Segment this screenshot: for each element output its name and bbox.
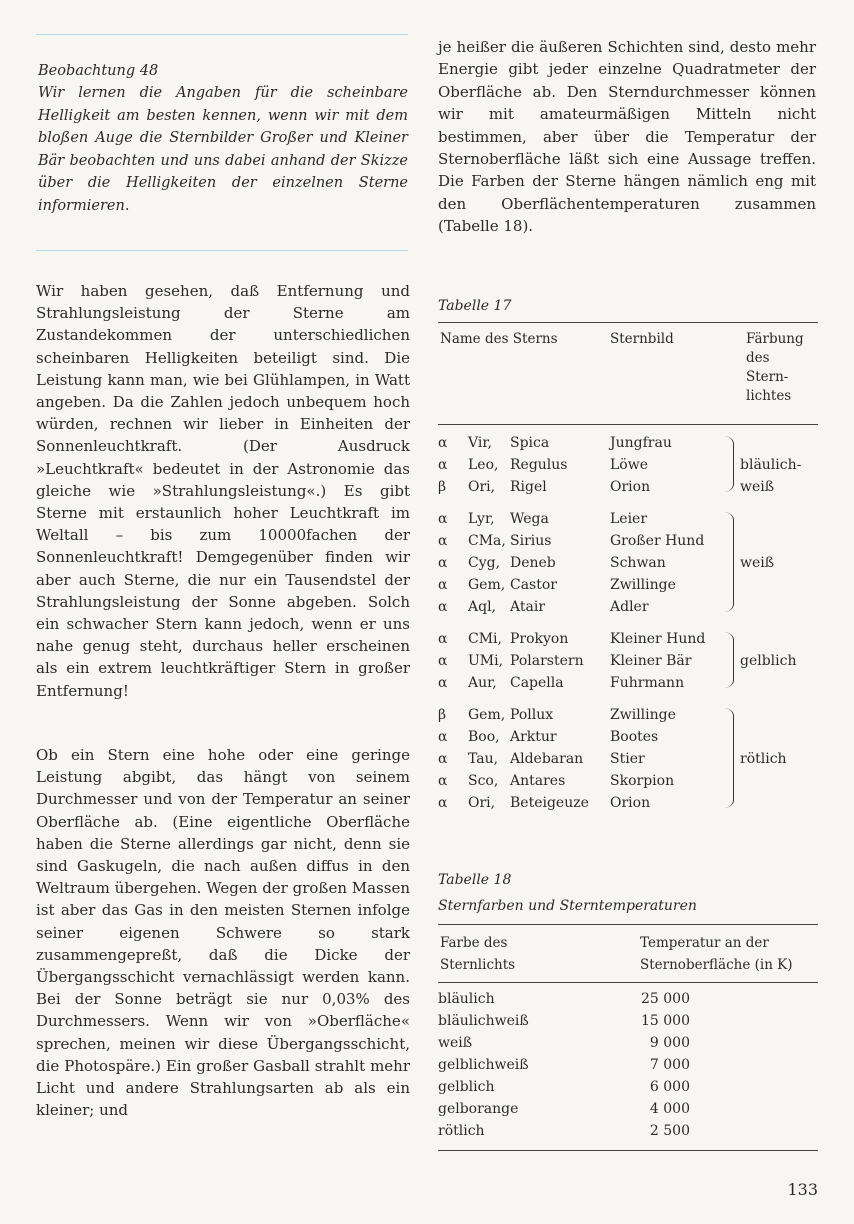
table-row (438, 432, 818, 454)
constellation-abbr: CMa, (468, 533, 506, 549)
greek-letter: α (438, 511, 448, 527)
greek-letter: α (438, 457, 448, 473)
table-row (438, 792, 818, 814)
constellation-name: Kleiner Hund (610, 631, 706, 647)
body-paragraph-1: Wir haben gesehen, daß Entfernung und Strahlungsleistung der Sterne am Zustandekommen der unterschiedlichen scheinbaren Helligkeiten beteiligt sind. Die Leistung kann man, wie bei Glühlampen, in Watt angeben. Da die Zahlen jedoch unbequem hoch würden, rechnen wir lieber in Einheiten der Sonnenleuchtkraft. (Der Ausdruck »Leuchtkraft« bedeutet in der Astronomie das gleiche wie »Strahlungsleistung«.) Es gibt Sterne mit erstaunlich hoher Leuchtkraft im Weltall – bis zum 10000fachen der Sonnenleuchtkraft! Demgegenüber finden wir aber auch Sterne, die nur ein Tausendstel der Strahlungsleistung der Sonne abgeben. Solch ein schwacher Stern kann jedoch, wenn er uns nahe genug steht, durchaus heller erscheinen als ein extrem leuchtkräftiger Stern in großer Entfernung! (36, 282, 410, 700)
constellation-abbr: Gem, (468, 577, 506, 593)
observation-top-rule (36, 34, 408, 35)
table-row (438, 770, 818, 792)
constellation-name: Kleiner Bär (610, 653, 692, 669)
constellation-name: Stier (610, 751, 645, 767)
greek-letter: α (438, 751, 448, 767)
table-row (438, 530, 818, 552)
table-row (438, 574, 818, 596)
greek-letter: α (438, 773, 448, 789)
group-label-reddish: rötlich (740, 751, 787, 767)
constellation-name: Adler (610, 599, 649, 615)
table18-header-temp (640, 932, 793, 976)
constellation-name: Orion (610, 795, 651, 811)
table17-header-rule (438, 424, 818, 425)
star-temperature: 15 000 (641, 1013, 690, 1029)
table17-header-color-line2: des (746, 350, 770, 366)
table-row (438, 726, 818, 748)
constellation-name: Bootes (610, 729, 659, 745)
page-number: 133 (787, 1180, 818, 1199)
star-temperature: 7 000 (649, 1057, 690, 1073)
constellation-abbr: Ori, (468, 795, 496, 811)
table18-header-temp-line2: Sternoberfläche (in K) (640, 957, 793, 973)
star-name: Pollux (510, 707, 554, 723)
table17-header-color-line4: lichtes (746, 388, 792, 404)
constellation-name: Jungfrau (610, 435, 672, 451)
greek-letter: α (438, 653, 448, 669)
group-brace-bluish-white (723, 436, 734, 492)
table-row (438, 1032, 818, 1054)
star-color: rötlich (438, 1123, 485, 1139)
table18-header-rule (438, 982, 818, 983)
constellation-name: Zwillinge (610, 707, 676, 723)
constellation-abbr: Tau, (468, 751, 499, 767)
constellation-abbr: Boo, (468, 729, 500, 745)
continuation-paragraph: je heißer die äußeren Schichten sind, desto mehr Energie gibt jeder einzelne Quadratmeter der Oberfläche ab. Den Sterndurchmesser können wir mit amateurmäßigen Mitteln nicht bestimmen, aber über die Temperatur der Sternoberfläche läßt sich eine Aussage treffen. Die Farben der Sterne hängen nämlich eng mit den Oberflächentemperaturen zusammen (Tabelle 18). (438, 38, 816, 236)
body-paragraph-2: Ob ein Stern eine hohe oder eine geringe Leistung abgibt, das hängt von seinem Durchmesser und von der Temperatur an seiner Oberfläche ab. (Eine eigentliche Oberfläche haben die Sterne allerdings gar nicht, denn sie sind Gaskugeln, die nach außen diffus in den Weltraum übergehen. Wegen der großen Massen ist aber das Gas in den meisten Sternen infolge seiner eigenen Schwere so stark zusammengepreßt, daß die Dicke der Übergangsschicht vernachlässigt werden kann. Bei der Sonne beträgt sie nur 0,03% des Durchmessers. Wenn wir von »Oberfläche« sprechen, meinen wir diese Übergangsschicht, die Photospäre.) Ein großer Gasball strahlt mehr Licht und andere Strahlungsarten ab als ein kleiner; und (36, 746, 410, 1120)
table18-header-color-line2: Sternlichts (440, 957, 516, 973)
star-temperature: 2 500 (649, 1123, 690, 1139)
group-brace-yellowish (723, 632, 734, 688)
table-row (438, 628, 818, 650)
star-name: Deneb (510, 555, 556, 571)
star-color: weiß (438, 1035, 473, 1051)
greek-letter: α (438, 577, 448, 593)
constellation-name: Orion (610, 479, 651, 495)
table-row (438, 672, 818, 694)
table18-header-color (440, 932, 515, 976)
star-name: Sirius (510, 533, 552, 549)
star-temperature: 6 000 (649, 1079, 690, 1095)
constellation-abbr: Vir, (468, 435, 492, 451)
table18-top-rule (438, 924, 818, 925)
constellation-abbr: Sco, (468, 773, 499, 789)
table17-title: Tabelle 17 (438, 298, 512, 314)
table18-subtitle: Sternfarben und Sterntemperaturen (438, 898, 697, 914)
table-row (438, 1010, 818, 1032)
table-row (438, 988, 818, 1010)
greek-letter: α (438, 599, 448, 615)
table-row (438, 1076, 818, 1098)
table-row (438, 1098, 818, 1120)
table17-header-color (746, 330, 818, 406)
group-label-line2: weiß (740, 479, 775, 495)
star-name: Castor (510, 577, 557, 593)
star-name: Arktur (510, 729, 557, 745)
table17-header-constellation: Sternbild (610, 331, 674, 347)
table18-bottom-rule (438, 1150, 818, 1151)
group-label-bluish-white (740, 454, 820, 498)
greek-letter: α (438, 533, 448, 549)
observation-title: Beobachtung 48 (38, 63, 159, 79)
constellation-name: Leier (610, 511, 648, 527)
table-row (438, 508, 818, 530)
constellation-name: Zwillinge (610, 577, 676, 593)
greek-letter: α (438, 675, 448, 691)
star-name: Prokyon (510, 631, 569, 647)
constellation-abbr: Leo, (468, 457, 499, 473)
star-temperature: 9 000 (649, 1035, 690, 1051)
star-name: Polarstern (510, 653, 584, 669)
group-label-white: weiß (740, 555, 775, 571)
table17-header-name: Name des Sterns (440, 331, 558, 347)
greek-letter: α (438, 729, 448, 745)
star-name: Beteigeuze (510, 795, 589, 811)
constellation-name: Großer Hund (610, 533, 705, 549)
constellation-abbr: UMi, (468, 653, 504, 669)
constellation-abbr: Lyr, (468, 511, 495, 527)
greek-letter: α (438, 631, 448, 647)
table18-header-color-line1: Farbe des (440, 935, 508, 951)
group-label-yellowish: gelblich (740, 653, 797, 669)
table-row (438, 704, 818, 726)
star-color: gelblich (438, 1079, 495, 1095)
constellation-abbr: Ori, (468, 479, 496, 495)
star-name: Capella (510, 675, 564, 691)
greek-letter: α (438, 435, 448, 451)
table17-header-color-line3: Stern- (746, 369, 789, 385)
observation-text: Wir lernen die Angaben für die scheinbare Helligkeit am besten kennen, wenn wir mit dem bloßen Auge die Sternbilder Großer und Kleiner Bär beobachten und uns dabei anhand der Skizze über die Helligkeiten der einzelnen Sterne informieren. (38, 85, 408, 214)
star-name: Wega (510, 511, 549, 527)
star-temperature: 4 000 (649, 1101, 690, 1117)
greek-letter: β (438, 479, 447, 495)
constellation-abbr: Aur, (468, 675, 497, 691)
group-brace-reddish (723, 708, 734, 808)
table-row (438, 596, 818, 618)
group-label-line1: bläulich- (740, 457, 802, 473)
table18-header-temp-line1: Temperatur an der (640, 935, 769, 951)
constellation-name: Schwan (610, 555, 666, 571)
constellation-name: Skorpion (610, 773, 675, 789)
group-brace-white (723, 512, 734, 612)
star-name: Antares (510, 773, 566, 789)
table-row (438, 1054, 818, 1076)
constellation-abbr: Aql, (468, 599, 496, 615)
greek-letter: α (438, 795, 448, 811)
greek-letter: α (438, 555, 448, 571)
constellation-name: Fuhrmann (610, 675, 685, 691)
star-color: bläulichweiß (438, 1013, 529, 1029)
table-row (438, 1120, 818, 1142)
greek-letter: β (438, 707, 447, 723)
star-name: Atair (510, 599, 546, 615)
star-name: Spica (510, 435, 550, 451)
star-name: Regulus (510, 457, 568, 473)
constellation-abbr: Gem, (468, 707, 506, 723)
star-name: Rigel (510, 479, 547, 495)
star-color: gelborange (438, 1101, 519, 1117)
table17-header-color-line1: Färbung (746, 331, 804, 347)
table17-top-rule (438, 322, 818, 323)
observation-bottom-rule (36, 250, 408, 251)
constellation-abbr: CMi, (468, 631, 502, 647)
star-name: Aldebaran (510, 751, 584, 767)
star-color: gelblichweiß (438, 1057, 529, 1073)
constellation-name: Löwe (610, 457, 648, 473)
star-temperature: 25 000 (641, 991, 690, 1007)
constellation-abbr: Cyg, (468, 555, 501, 571)
table18-title: Tabelle 18 (438, 872, 512, 888)
star-color: bläulich (438, 991, 495, 1007)
